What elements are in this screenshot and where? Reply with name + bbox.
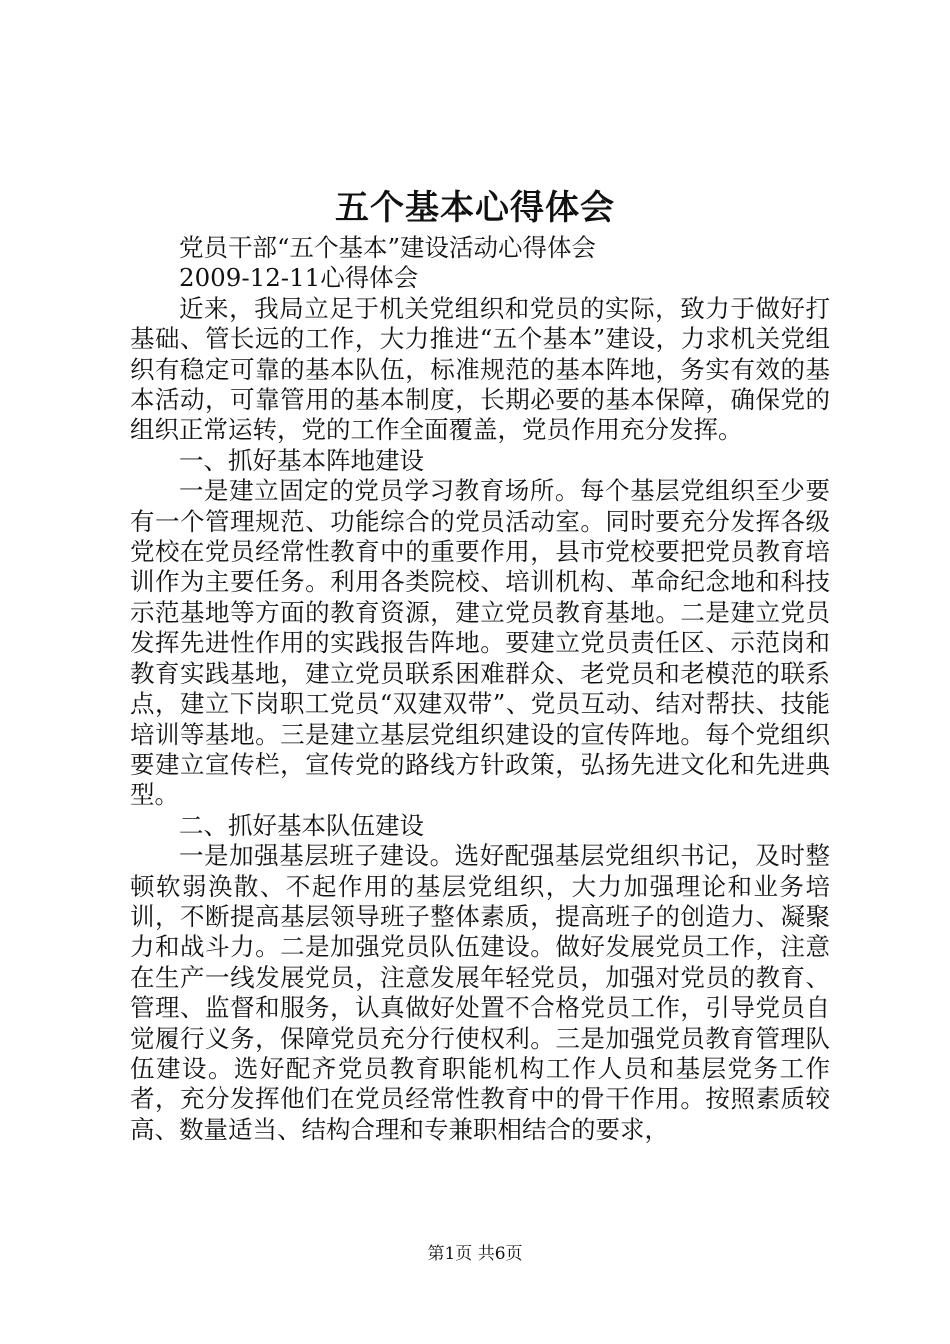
intro-paragraph: 近来，我局立足于机关党组织和党员的实际，致力于做好打基础、管长远的工作，大力推进“五个基本”建设，力求机关党组织有稳定可靠的基本队伍，标准规范的基本阵地，务实有效的基本活动，可靠管用的基本制度，长期必要的基本保障，确保党的组织正常运转，党的工作全面覆盖，党员作用充分发挥。	[130, 293, 830, 445]
subtitle-paragraph: 党员干部“五个基本”建设活动心得体会	[179, 233, 597, 262]
page-footer: 第1页 共6页	[427, 1244, 523, 1264]
section-paragraph-2: 一是加强基层班子建设。选好配强基层党组织书记，及时整顿软弱涣散、不起作用的基层党组织，大力加强理论和业务培训，不断提高基层领导班子整体素质，提高班子的创造力、凝聚力和战斗力。二是加强党员队伍建设。做好发展党员工作，注意在生产一线发展党员，注意发展年轻党员，加强对党员的教育、管理、监督和服务，认真做好处置不合格党员工作，引导党员自觉履行义务，保障党员充分行使权利。三是加强党员教育管理队伍建设。选好配齐党员教育职能机构工作人员和基层党务工作者，充分发挥他们在党员经常性教育中的骨干作用。按照素质较高、数量适当、结构合理和专兼职相结合的要求，	[130, 841, 830, 1144]
date-paragraph: 2009-12-11心得体会	[179, 263, 419, 293]
section-paragraph-1: 一是建立固定的党员学习教育场所。每个基层党组织至少要有一个管理规范、功能综合的党员活动室。同时要充分发挥各级党校在党员经常性教育中的重要作用，县市党校要把党员教育培训作为主要任务。利用各类院校、培训机构、革命纪念地和科技示范基地等方面的教育资源，建立党员教育基地。二是建立党员发挥先进性作用的实践报告阵地。要建立党员责任区、示范岗和教育实践基地，建立党员联系困难群众、老党员和老模范的联系点，建立下岗职工党员“双建双带”、党员互动、结对帮扶、技能培训等基地。三是建立基层党组织建设的宣传阵地。每个党组织要建立宣传栏，宣传党的路线方针政策，弘扬先进文化和先进典型。	[130, 476, 830, 810]
section-heading-2: 二、抓好基本队伍建设	[179, 810, 424, 840]
section-heading-1: 一、抓好基本阵地建设	[179, 445, 424, 475]
document-title: 五个基本心得体会	[335, 188, 615, 228]
document-body	[130, 233, 830, 1145]
